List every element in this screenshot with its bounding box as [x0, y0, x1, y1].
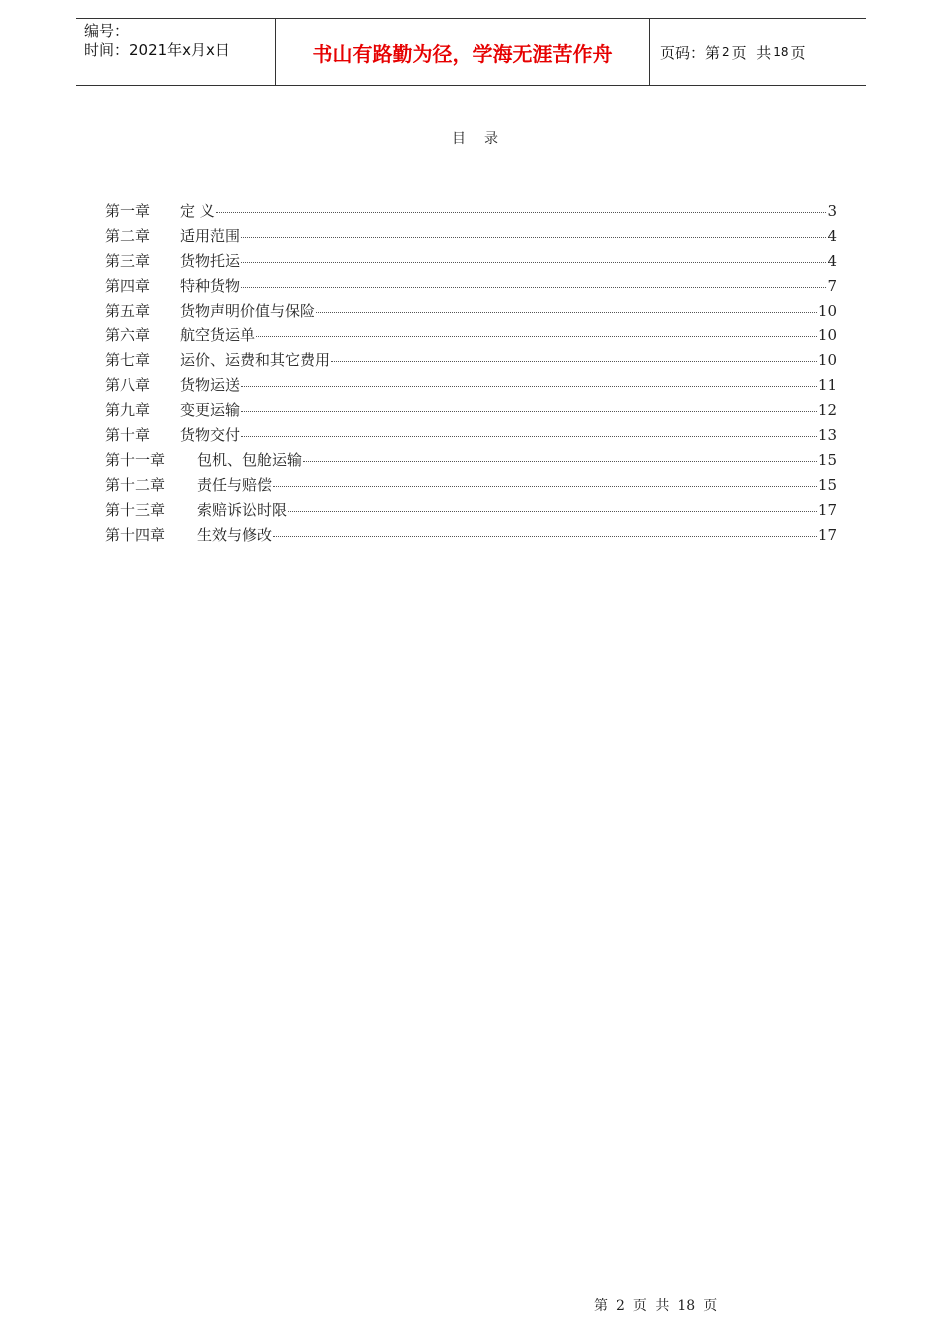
toc-page-number: 15	[817, 450, 837, 469]
toc-dot-leader	[273, 536, 817, 537]
toc-dot-leader	[273, 486, 817, 487]
footer-mid: 页 共	[632, 1298, 670, 1314]
header-page-total: 18	[773, 45, 789, 59]
toc-chapter-number: 第十一章	[105, 450, 166, 469]
footer-page-total: 18	[677, 1298, 696, 1314]
toc-page-number: 10	[817, 326, 837, 345]
toc-chapter-title: 索赔诉讼时限	[197, 500, 288, 519]
toc-chapter-number: 第三章	[105, 251, 151, 270]
toc-page-number: 17	[817, 500, 837, 519]
toc-dot-leader	[241, 386, 817, 387]
toc-dot-leader	[241, 237, 826, 238]
header-meta	[76, 19, 276, 85]
page-footer	[594, 1295, 725, 1315]
toc-dot-leader	[256, 336, 817, 337]
toc-page-number: 15	[817, 475, 837, 494]
toc-entry[interactable]	[105, 399, 837, 424]
toc-entry[interactable]	[105, 349, 837, 374]
toc-chapter-number: 第十章	[105, 426, 151, 445]
toc-entry[interactable]	[105, 250, 837, 275]
header-page-prefix: 页码：第	[660, 43, 721, 62]
toc-dot-leader	[316, 312, 817, 313]
header-motto: 书山有路勤为径，学海无涯苦作舟	[276, 19, 650, 85]
toc-page-number: 12	[817, 401, 837, 420]
toc-chapter-number: 第五章	[105, 301, 151, 320]
toc-chapter-title: 生效与修改	[197, 525, 273, 544]
footer-prefix: 第	[594, 1298, 608, 1314]
toc-entry[interactable]	[105, 449, 837, 474]
toc-chapter-title: 货物交付	[180, 426, 241, 445]
header-page-mid: 页 共	[731, 43, 772, 62]
document-time: 时间：2021年x月x日	[84, 41, 230, 59]
toc-chapter-number: 第十三章	[105, 500, 166, 519]
toc-chapter-number: 第七章	[105, 351, 151, 370]
toc-page-number: 13	[817, 426, 837, 445]
toc-page-number: 3	[827, 202, 837, 220]
toc-chapter-title: 责任与赔偿	[197, 475, 273, 494]
toc-page-number: 11	[817, 376, 837, 395]
toc-entry[interactable]	[105, 474, 837, 499]
page-header	[76, 18, 866, 86]
header-page-suffix: 页	[790, 43, 806, 62]
toc-entry[interactable]	[105, 275, 837, 300]
toc-title: 目录	[452, 131, 516, 147]
toc-chapter-title: 特种货物	[180, 276, 241, 295]
toc-chapter-number: 第六章	[105, 326, 151, 345]
toc-chapter-title: 货物声明价值与保险	[180, 301, 316, 320]
toc-chapter-title: 适用范围	[180, 226, 241, 245]
toc-page-number: 7	[827, 276, 837, 295]
toc-entry[interactable]	[105, 524, 837, 549]
header-page-current: 2	[722, 45, 730, 59]
footer-suffix: 页	[703, 1298, 718, 1314]
toc-chapter-title: 变更运输	[180, 401, 241, 420]
toc-page-number: 4	[827, 251, 837, 270]
toc-dot-leader	[241, 411, 817, 412]
toc-chapter-title: 货物运送	[180, 376, 241, 395]
toc-entry[interactable]	[105, 374, 837, 399]
toc-chapter-number: 第十二章	[105, 475, 166, 494]
toc-dot-leader	[288, 511, 817, 512]
toc-dot-leader	[241, 287, 826, 288]
toc-page-number: 10	[817, 351, 837, 370]
toc-chapter-title: 航空货运单	[180, 326, 256, 345]
toc-dot-leader	[216, 212, 827, 213]
table-of-contents	[105, 200, 837, 548]
toc-chapter-number: 第八章	[105, 376, 151, 395]
toc-entry[interactable]	[105, 324, 837, 349]
toc-dot-leader	[303, 461, 817, 462]
toc-chapter-title: 包机、包舱运输	[197, 450, 303, 469]
toc-entry[interactable]	[105, 225, 837, 250]
toc-chapter-number: 第九章	[105, 401, 151, 420]
toc-page-number: 4	[827, 226, 837, 245]
toc-page-number: 17	[817, 525, 837, 544]
toc-chapter-title: 货物托运	[180, 251, 241, 270]
toc-chapter-title: 定 义	[180, 202, 215, 220]
toc-entry[interactable]	[105, 499, 837, 524]
toc-chapter-number: 第四章	[105, 276, 151, 295]
toc-page-number: 10	[817, 301, 837, 320]
toc-dot-leader	[241, 262, 826, 263]
header-page-info	[650, 19, 866, 85]
toc-chapter-number: 第十四章	[105, 525, 166, 544]
toc-entry[interactable]	[105, 300, 837, 325]
toc-entry[interactable]	[105, 200, 837, 225]
toc-chapter-number: 第一章	[105, 202, 151, 220]
toc-dot-leader	[241, 436, 817, 437]
toc-chapter-title: 运价、运费和其它费用	[180, 351, 331, 370]
toc-entry[interactable]	[105, 424, 837, 449]
footer-page-current: 2	[616, 1298, 625, 1314]
toc-dot-leader	[331, 361, 817, 362]
document-number-label: 编号：	[84, 22, 130, 40]
toc-chapter-number: 第二章	[105, 226, 151, 245]
